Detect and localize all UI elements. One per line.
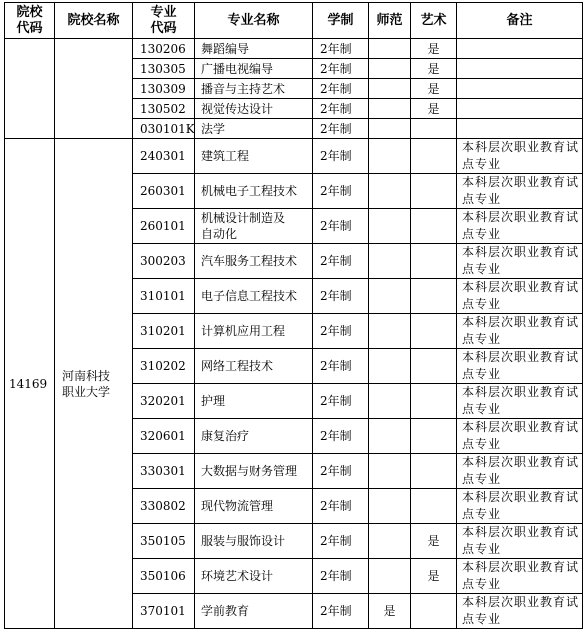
normal-flag bbox=[369, 419, 411, 454]
normal-flag bbox=[369, 314, 411, 349]
note: 本科层次职业教育试 点专业 bbox=[457, 384, 583, 419]
major-name: 机械电子工程技术 bbox=[195, 174, 313, 209]
header-art: 艺术 bbox=[411, 3, 457, 39]
major-code: 320601 bbox=[133, 419, 195, 454]
normal-flag bbox=[369, 99, 411, 119]
major-name: 现代物流管理 bbox=[195, 489, 313, 524]
years: 2年制 bbox=[313, 419, 369, 454]
major-name: 环境艺术设计 bbox=[195, 559, 313, 594]
note: 本科层次职业教育试 点专业 bbox=[457, 524, 583, 559]
major-code: 130305 bbox=[133, 59, 195, 79]
art-flag: 是 bbox=[411, 59, 457, 79]
header-normal: 师范 bbox=[369, 3, 411, 39]
major-name: 播音与主持艺术 bbox=[195, 79, 313, 99]
art-flag bbox=[411, 489, 457, 524]
major-table bbox=[4, 2, 583, 629]
major-name: 服装与服饰设计 bbox=[195, 524, 313, 559]
art-flag bbox=[411, 454, 457, 489]
header-major-name: 专业名称 bbox=[195, 3, 313, 39]
normal-flag bbox=[369, 349, 411, 384]
normal-flag bbox=[369, 384, 411, 419]
normal-flag bbox=[369, 524, 411, 559]
note bbox=[457, 39, 583, 59]
years: 2年制 bbox=[313, 79, 369, 99]
years: 2年制 bbox=[313, 209, 369, 244]
years: 2年制 bbox=[313, 314, 369, 349]
art-flag: 是 bbox=[411, 99, 457, 119]
note: 本科层次职业教育试 点专业 bbox=[457, 244, 583, 279]
major-name: 学前教育 bbox=[195, 594, 313, 629]
major-name: 机械设计制造及 自动化 bbox=[195, 209, 313, 244]
normal-flag bbox=[369, 59, 411, 79]
major-name: 护理 bbox=[195, 384, 313, 419]
major-code: 350106 bbox=[133, 559, 195, 594]
art-flag bbox=[411, 244, 457, 279]
major-name: 康复治疗 bbox=[195, 419, 313, 454]
major-code: 330802 bbox=[133, 489, 195, 524]
years: 2年制 bbox=[313, 39, 369, 59]
art-flag bbox=[411, 594, 457, 629]
years: 2年制 bbox=[313, 489, 369, 524]
major-name: 大数据与财务管理 bbox=[195, 454, 313, 489]
school-code: 14169 bbox=[5, 139, 55, 629]
major-code: 030101K bbox=[133, 119, 195, 139]
years: 2年制 bbox=[313, 59, 369, 79]
major-code: 260301 bbox=[133, 174, 195, 209]
major-code: 240301 bbox=[133, 139, 195, 174]
note: 本科层次职业教育试 点专业 bbox=[457, 419, 583, 454]
major-name: 舞蹈编导 bbox=[195, 39, 313, 59]
major-code: 330301 bbox=[133, 454, 195, 489]
years: 2年制 bbox=[313, 384, 369, 419]
prev-school-code-cell bbox=[5, 39, 55, 139]
header-years: 学制 bbox=[313, 3, 369, 39]
note bbox=[457, 79, 583, 99]
normal-flag bbox=[369, 279, 411, 314]
major-name: 汽车服务工程技术 bbox=[195, 244, 313, 279]
note: 本科层次职业教育试 点专业 bbox=[457, 594, 583, 629]
years: 2年制 bbox=[313, 454, 369, 489]
note bbox=[457, 119, 583, 139]
note bbox=[457, 59, 583, 79]
normal-flag bbox=[369, 174, 411, 209]
art-flag bbox=[411, 139, 457, 174]
major-code: 370101 bbox=[133, 594, 195, 629]
major-code: 310202 bbox=[133, 349, 195, 384]
major-code: 130309 bbox=[133, 79, 195, 99]
major-name: 广播电视编导 bbox=[195, 59, 313, 79]
art-flag: 是 bbox=[411, 559, 457, 594]
prev-school-name-cell bbox=[55, 39, 133, 139]
table-header-row bbox=[5, 3, 583, 39]
normal-flag bbox=[369, 454, 411, 489]
major-name: 视觉传达设计 bbox=[195, 99, 313, 119]
note: 本科层次职业教育试 点专业 bbox=[457, 279, 583, 314]
header-note: 备注 bbox=[457, 3, 583, 39]
note: 本科层次职业教育试 点专业 bbox=[457, 559, 583, 594]
years: 2年制 bbox=[313, 279, 369, 314]
major-code: 350105 bbox=[133, 524, 195, 559]
note: 本科层次职业教育试 点专业 bbox=[457, 454, 583, 489]
art-flag bbox=[411, 419, 457, 454]
art-flag bbox=[411, 209, 457, 244]
header-school-code: 院校 代码 bbox=[5, 3, 55, 39]
art-flag bbox=[411, 174, 457, 209]
note: 本科层次职业教育试 点专业 bbox=[457, 139, 583, 174]
major-name: 建筑工程 bbox=[195, 139, 313, 174]
note: 本科层次职业教育试 点专业 bbox=[457, 489, 583, 524]
normal-flag bbox=[369, 79, 411, 99]
major-code: 320201 bbox=[133, 384, 195, 419]
art-flag bbox=[411, 279, 457, 314]
table-row bbox=[5, 39, 583, 59]
art-flag bbox=[411, 384, 457, 419]
major-code: 130206 bbox=[133, 39, 195, 59]
major-code: 130502 bbox=[133, 99, 195, 119]
major-code: 310101 bbox=[133, 279, 195, 314]
table-row bbox=[5, 139, 583, 174]
art-flag: 是 bbox=[411, 39, 457, 59]
art-flag bbox=[411, 119, 457, 139]
years: 2年制 bbox=[313, 349, 369, 384]
major-name: 电子信息工程技术 bbox=[195, 279, 313, 314]
major-name: 计算机应用工程 bbox=[195, 314, 313, 349]
note: 本科层次职业教育试 点专业 bbox=[457, 314, 583, 349]
art-flag bbox=[411, 349, 457, 384]
normal-flag bbox=[369, 39, 411, 59]
major-code: 300203 bbox=[133, 244, 195, 279]
normal-flag bbox=[369, 244, 411, 279]
normal-flag: 是 bbox=[369, 594, 411, 629]
document-page bbox=[4, 2, 583, 629]
normal-flag bbox=[369, 209, 411, 244]
major-code: 310201 bbox=[133, 314, 195, 349]
art-flag: 是 bbox=[411, 524, 457, 559]
years: 2年制 bbox=[313, 594, 369, 629]
normal-flag bbox=[369, 559, 411, 594]
years: 2年制 bbox=[313, 139, 369, 174]
years: 2年制 bbox=[313, 99, 369, 119]
normal-flag bbox=[369, 139, 411, 174]
years: 2年制 bbox=[313, 524, 369, 559]
note: 本科层次职业教育试 点专业 bbox=[457, 174, 583, 209]
normal-flag bbox=[369, 489, 411, 524]
art-flag: 是 bbox=[411, 79, 457, 99]
years: 2年制 bbox=[313, 244, 369, 279]
major-name: 法学 bbox=[195, 119, 313, 139]
years: 2年制 bbox=[313, 559, 369, 594]
note: 本科层次职业教育试 点专业 bbox=[457, 209, 583, 244]
school-name: 河南科技 职业大学 bbox=[55, 139, 133, 629]
note bbox=[457, 99, 583, 119]
header-school-name: 院校名称 bbox=[55, 3, 133, 39]
note: 本科层次职业教育试 点专业 bbox=[457, 349, 583, 384]
years: 2年制 bbox=[313, 174, 369, 209]
art-flag bbox=[411, 314, 457, 349]
header-major-code: 专业 代码 bbox=[133, 3, 195, 39]
major-name: 网络工程技术 bbox=[195, 349, 313, 384]
normal-flag bbox=[369, 119, 411, 139]
years: 2年制 bbox=[313, 119, 369, 139]
major-code: 260101 bbox=[133, 209, 195, 244]
